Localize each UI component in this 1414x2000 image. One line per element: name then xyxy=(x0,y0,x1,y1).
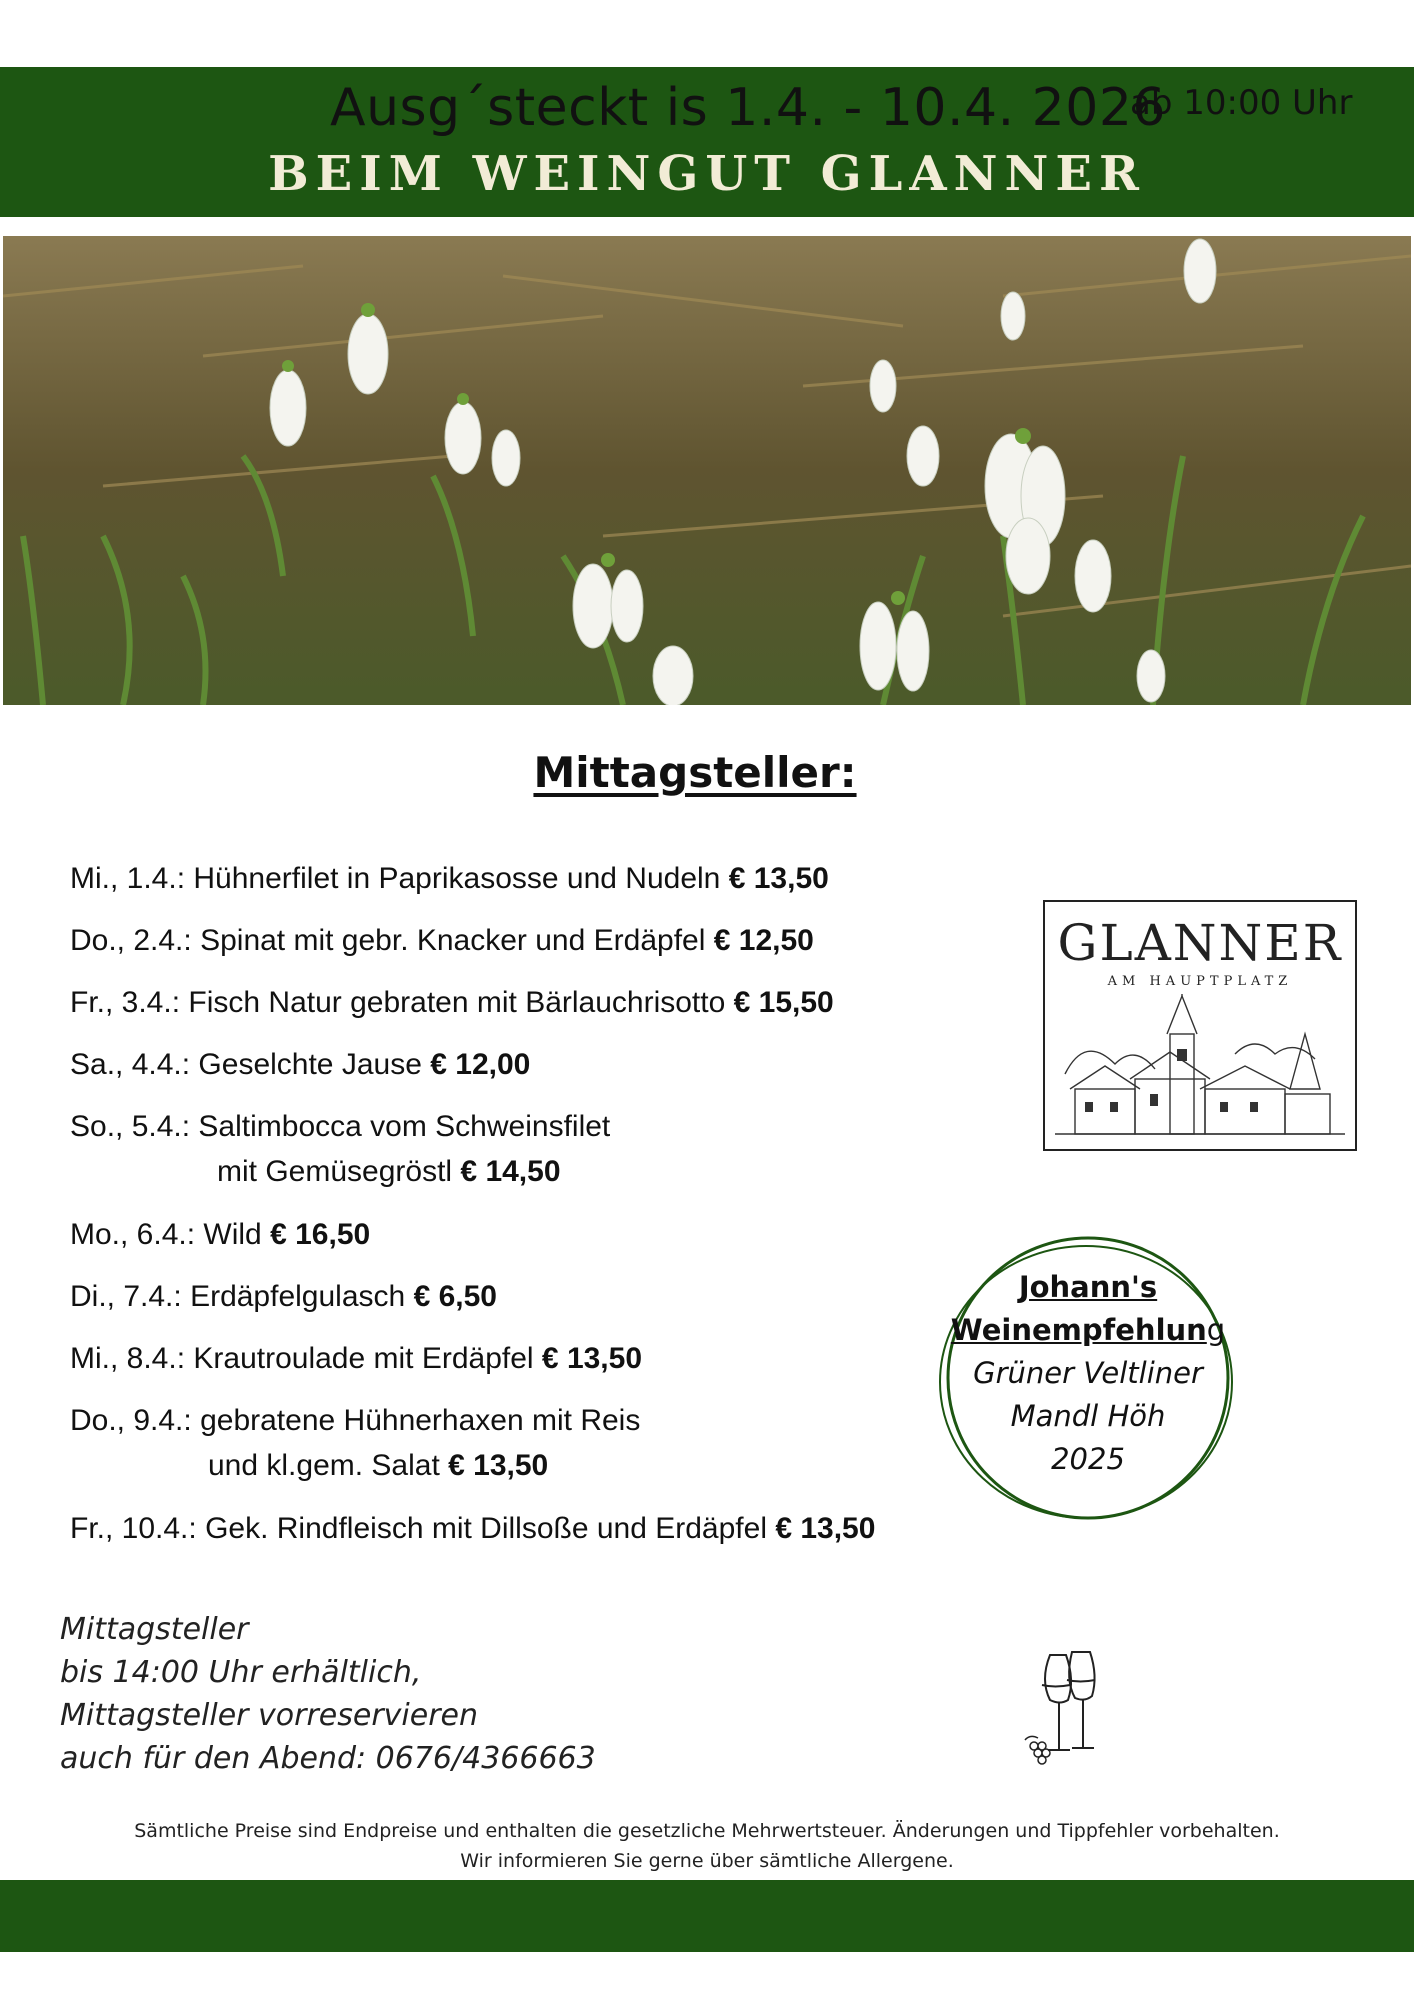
wine-heading-name: Johann's xyxy=(1018,1270,1158,1304)
footer-bar xyxy=(0,1880,1414,1952)
menu-item-dish: Spinat mit gebr. Knacker und Erdäpfel xyxy=(200,924,706,957)
note-line: Mittagsteller xyxy=(60,1612,249,1647)
menu-item xyxy=(70,1274,497,1319)
menu-item xyxy=(70,1336,642,1381)
menu-item-continuation xyxy=(70,1443,640,1488)
menu-item-day: Do., 9.4.: xyxy=(70,1404,192,1437)
church-sketch-icon xyxy=(1055,994,1345,1144)
menu-item-day: Di., 7.4.: xyxy=(70,1280,182,1313)
menu-item xyxy=(70,1212,370,1257)
menu-item-dish: Saltimbocca vom Schweinsfilet xyxy=(198,1110,611,1143)
menu-item-price: € 12,50 xyxy=(713,924,814,957)
logo-name: GLANNER xyxy=(1057,914,1343,972)
menu-item-dish: Wild xyxy=(203,1218,262,1251)
menu-item-dish: Erdäpfelgulasch xyxy=(190,1280,406,1313)
footer-line: Sämtliche Preise sind Endpreise und enthalten die gesetzliche Mehrwertsteuer. Änderungen und Tippfehler vorbehalten. xyxy=(134,1820,1280,1842)
menu-item-price: € 13,50 xyxy=(775,1512,876,1545)
menu-item xyxy=(70,980,834,1025)
menu-item-day: Fr., 3.4.: xyxy=(70,986,181,1019)
menu-item-dish: Hühnerfilet in Paprikasosse und Nudeln xyxy=(193,862,721,895)
menu-title: Mittagsteller: xyxy=(533,748,857,797)
menu-item-dish: gebratene Hühnerhaxen mit Reis xyxy=(200,1404,641,1437)
menu-item-dish: Fisch Natur gebraten mit Bärlauchrisotto xyxy=(188,986,726,1019)
menu-item xyxy=(70,918,814,963)
header-opening-time: ab 10:00 Uhr xyxy=(1130,83,1353,123)
menu-item-price: € 6,50 xyxy=(413,1280,497,1313)
wine-variety: Grüner Veltliner xyxy=(973,1356,1203,1390)
menu-item-price: € 16,50 xyxy=(270,1218,371,1251)
wine-vintage: 2025 xyxy=(1051,1442,1125,1476)
footer-disclaimer xyxy=(0,1816,1414,1876)
lunch-note xyxy=(60,1608,596,1780)
menu-item-price: € 15,50 xyxy=(733,986,834,1019)
menu-item-day: Do., 2.4.: xyxy=(70,924,192,957)
header-dates: Ausg´steckt is 1.4. - 10.4. 2026 xyxy=(330,78,1167,138)
footer-line: Wir informieren Sie gerne über sämtliche Allergene. xyxy=(460,1850,954,1872)
wine-heading-tail: g xyxy=(1206,1313,1226,1347)
menu-item-price: € 13,50 xyxy=(728,862,829,895)
menu-item-dish-cont: und kl.gem. Salat xyxy=(208,1449,440,1482)
menu-item-day: Mi., 8.4.: xyxy=(70,1342,186,1375)
note-line: bis 14:00 Uhr erhältlich, xyxy=(60,1655,422,1690)
menu-item xyxy=(70,1104,610,1194)
menu-item-day: Sa., 4.4.: xyxy=(70,1048,191,1081)
menu-item xyxy=(70,1506,875,1551)
wine-vineyard: Mandl Höh xyxy=(1010,1399,1166,1433)
header-title: BEIM WEINGUT GLANNER xyxy=(268,146,1146,202)
menu-item-price: € 13,50 xyxy=(448,1449,549,1482)
glanner-logo xyxy=(1043,900,1357,1151)
menu-item-dish: Krautroulade mit Erdäpfel xyxy=(193,1342,534,1375)
wine-recommendation xyxy=(938,1228,1238,1528)
menu-item-day: Mo., 6.4.: xyxy=(70,1218,196,1251)
menu-item-day: So., 5.4.: xyxy=(70,1110,191,1143)
logo-subtitle: AM HAUPTPLATZ xyxy=(1107,974,1293,989)
menu-item-price: € 14,50 xyxy=(460,1155,561,1188)
menu-item xyxy=(70,1042,530,1087)
menu-item-day: Fr., 10.4.: xyxy=(70,1512,197,1545)
menu-item-dish-cont: mit Gemüsegröstl xyxy=(217,1155,453,1188)
menu-item-price: € 13,50 xyxy=(541,1342,643,1375)
menu-item-day: Mi., 1.4.: xyxy=(70,862,186,895)
menu-item xyxy=(70,1398,640,1488)
menu-item xyxy=(70,856,829,901)
menu-item-dish: Geselchte Jause xyxy=(198,1048,422,1081)
note-line: Mittagsteller vorreservieren xyxy=(60,1698,479,1733)
menu-item-continuation xyxy=(70,1149,610,1194)
wine-heading-title: Weinempfehlun xyxy=(950,1313,1207,1347)
snowdrop-photo xyxy=(3,236,1411,705)
menu-item-dish: Gek. Rindfleisch mit Dillsoße und Erdäpfel xyxy=(205,1512,767,1545)
snowdrop-illustration xyxy=(3,236,1411,705)
menu-item-price: € 12,00 xyxy=(430,1048,531,1081)
note-phone: auch für den Abend: 0676/4366663 xyxy=(60,1741,596,1776)
wine-glasses-icon xyxy=(1020,1650,1120,1770)
wine-heading-title-row xyxy=(938,1313,1238,1347)
